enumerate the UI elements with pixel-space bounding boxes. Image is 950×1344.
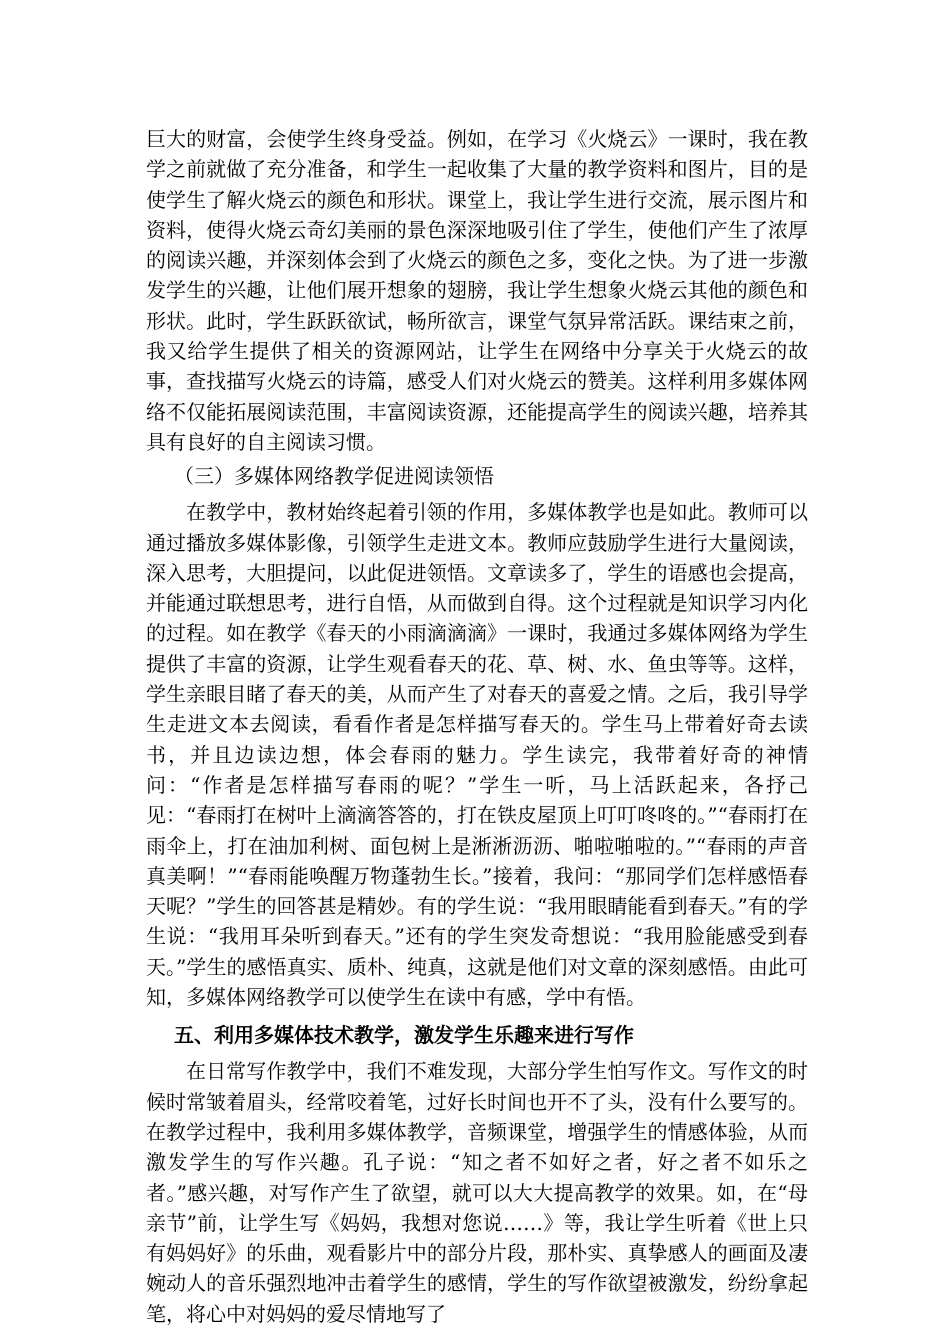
body-paragraph: 在教学中，教材始终起着引领的作用，多媒体教学也是如此。教师可以通过播放多媒体影像，引领学生走进文本。教师应鼓励学生进行大量阅读，深入思考，大胆提问，以此促进领悟。文章读多了，学生的语感也会提高，并能通过联想思考，进行自悟，从而做到自得。这个过程就是知识学习内化的过程。如在教学《春天的小雨滴滴滴》一课时，我通过多媒体网络为学生提供了丰富的资源，让学生观看春天的花、草、树、水、鱼虫等等。这样，学生亲眼目睹了春天的美，从而产生了对春天的喜爱之情。之后，我引导学生走进文本去阅读，看看作者是怎样描写春天的。学生马上带着好奇去读书，并且边读边想，体会春雨的魅力。学生读完，我带着好奇的神情问：“作者是怎样描写春雨的呢？”学生一听，马上活跃起来，各抒己见：“春雨打在树叶上滴滴答答的，打在铁皮屋顶上叮叮咚咚的。”“春雨打在雨伞上，打在油加利树、面包树上是淅淅沥沥、啪啦啪啦的。”“春雨的声音真美啊！”“春雨能唤醒万物蓬勃生长。”接着，我问：“那同学们怎样感悟春天呢？”学生的回答甚是精妙。有的学生说：“我用眼睛能看到春天。”有的学生说：“我用耳朵听到春天。”还有的学生突发奇想说：“我用脸能感受到春天。”学生的感悟真实、质朴、纯真，这就是他们对文章的深刻感悟。由此可知，多媒体网络教学可以使学生在读中有感，学中有悟。 [146,500,808,1010]
document-body [146,124,808,1329]
section-heading: 五、利用多媒体技术教学，激发学生乐趣来进行写作 [174,1023,634,1048]
section-subheading: （三）多媒体网络教学促进阅读领悟 [174,464,494,489]
body-paragraph: 在日常写作教学中，我们不难发现，大部分学生怕写作文。写作文的时候时常皱着眉头，经常咬着笔，过好长时间也开不了头，没有什么要写的。在教学过程中，我利用多媒体教学，音频课堂，增强学生的情感体验，从而激发学生的写作兴趣。孔子说：“知之者不如好之者，好之者不如乐之者。”感兴趣，对写作产生了欲望，就可以大大提高教学的效果。如，在“母亲节”前，让学生写《妈妈，我想对您说……》等，我让学生听着《世上只有妈妈好》的乐曲，观看影片中的部分片段，那朴实、真挚感人的画面及凄婉动人的音乐强烈地冲击着学生的感情，学生的写作欲望被激发，纷纷拿起笔，将心中对妈妈的爱尽情地写了 [146,1059,808,1326]
body-paragraph: 巨大的财富，会使学生终身受益。例如，在学习《火烧云》一课时，我在教学之前就做了充分准备，和学生一起收集了大量的教学资料和图片，目的是使学生了解火烧云的颜色和形状。课堂上，我让学生进行交流，展示图片和资料，使得火烧云奇幻美丽的景色深深地吸引住了学生，使他们产生了浓厚的阅读兴趣，并深刻体会到了火烧云的颜色之多，变化之快。为了进一步激发学生的兴趣，让他们展开想象的翅膀，我让学生想象火烧云其他的颜色和形状。此时，学生跃跃欲试，畅所欲言，课堂气氛异常活跃。课结束之前，我又给学生提供了相关的资源网站，让学生在网络中分享关于火烧云的故事，查找描写火烧云的诗篇，感受人们对火烧云的赞美。这样利用多媒体网络不仅能拓展阅读范围，丰富阅读资源，还能提高学生的阅读兴趣，培养其具有良好的自主阅读习惯。 [146,127,808,454]
